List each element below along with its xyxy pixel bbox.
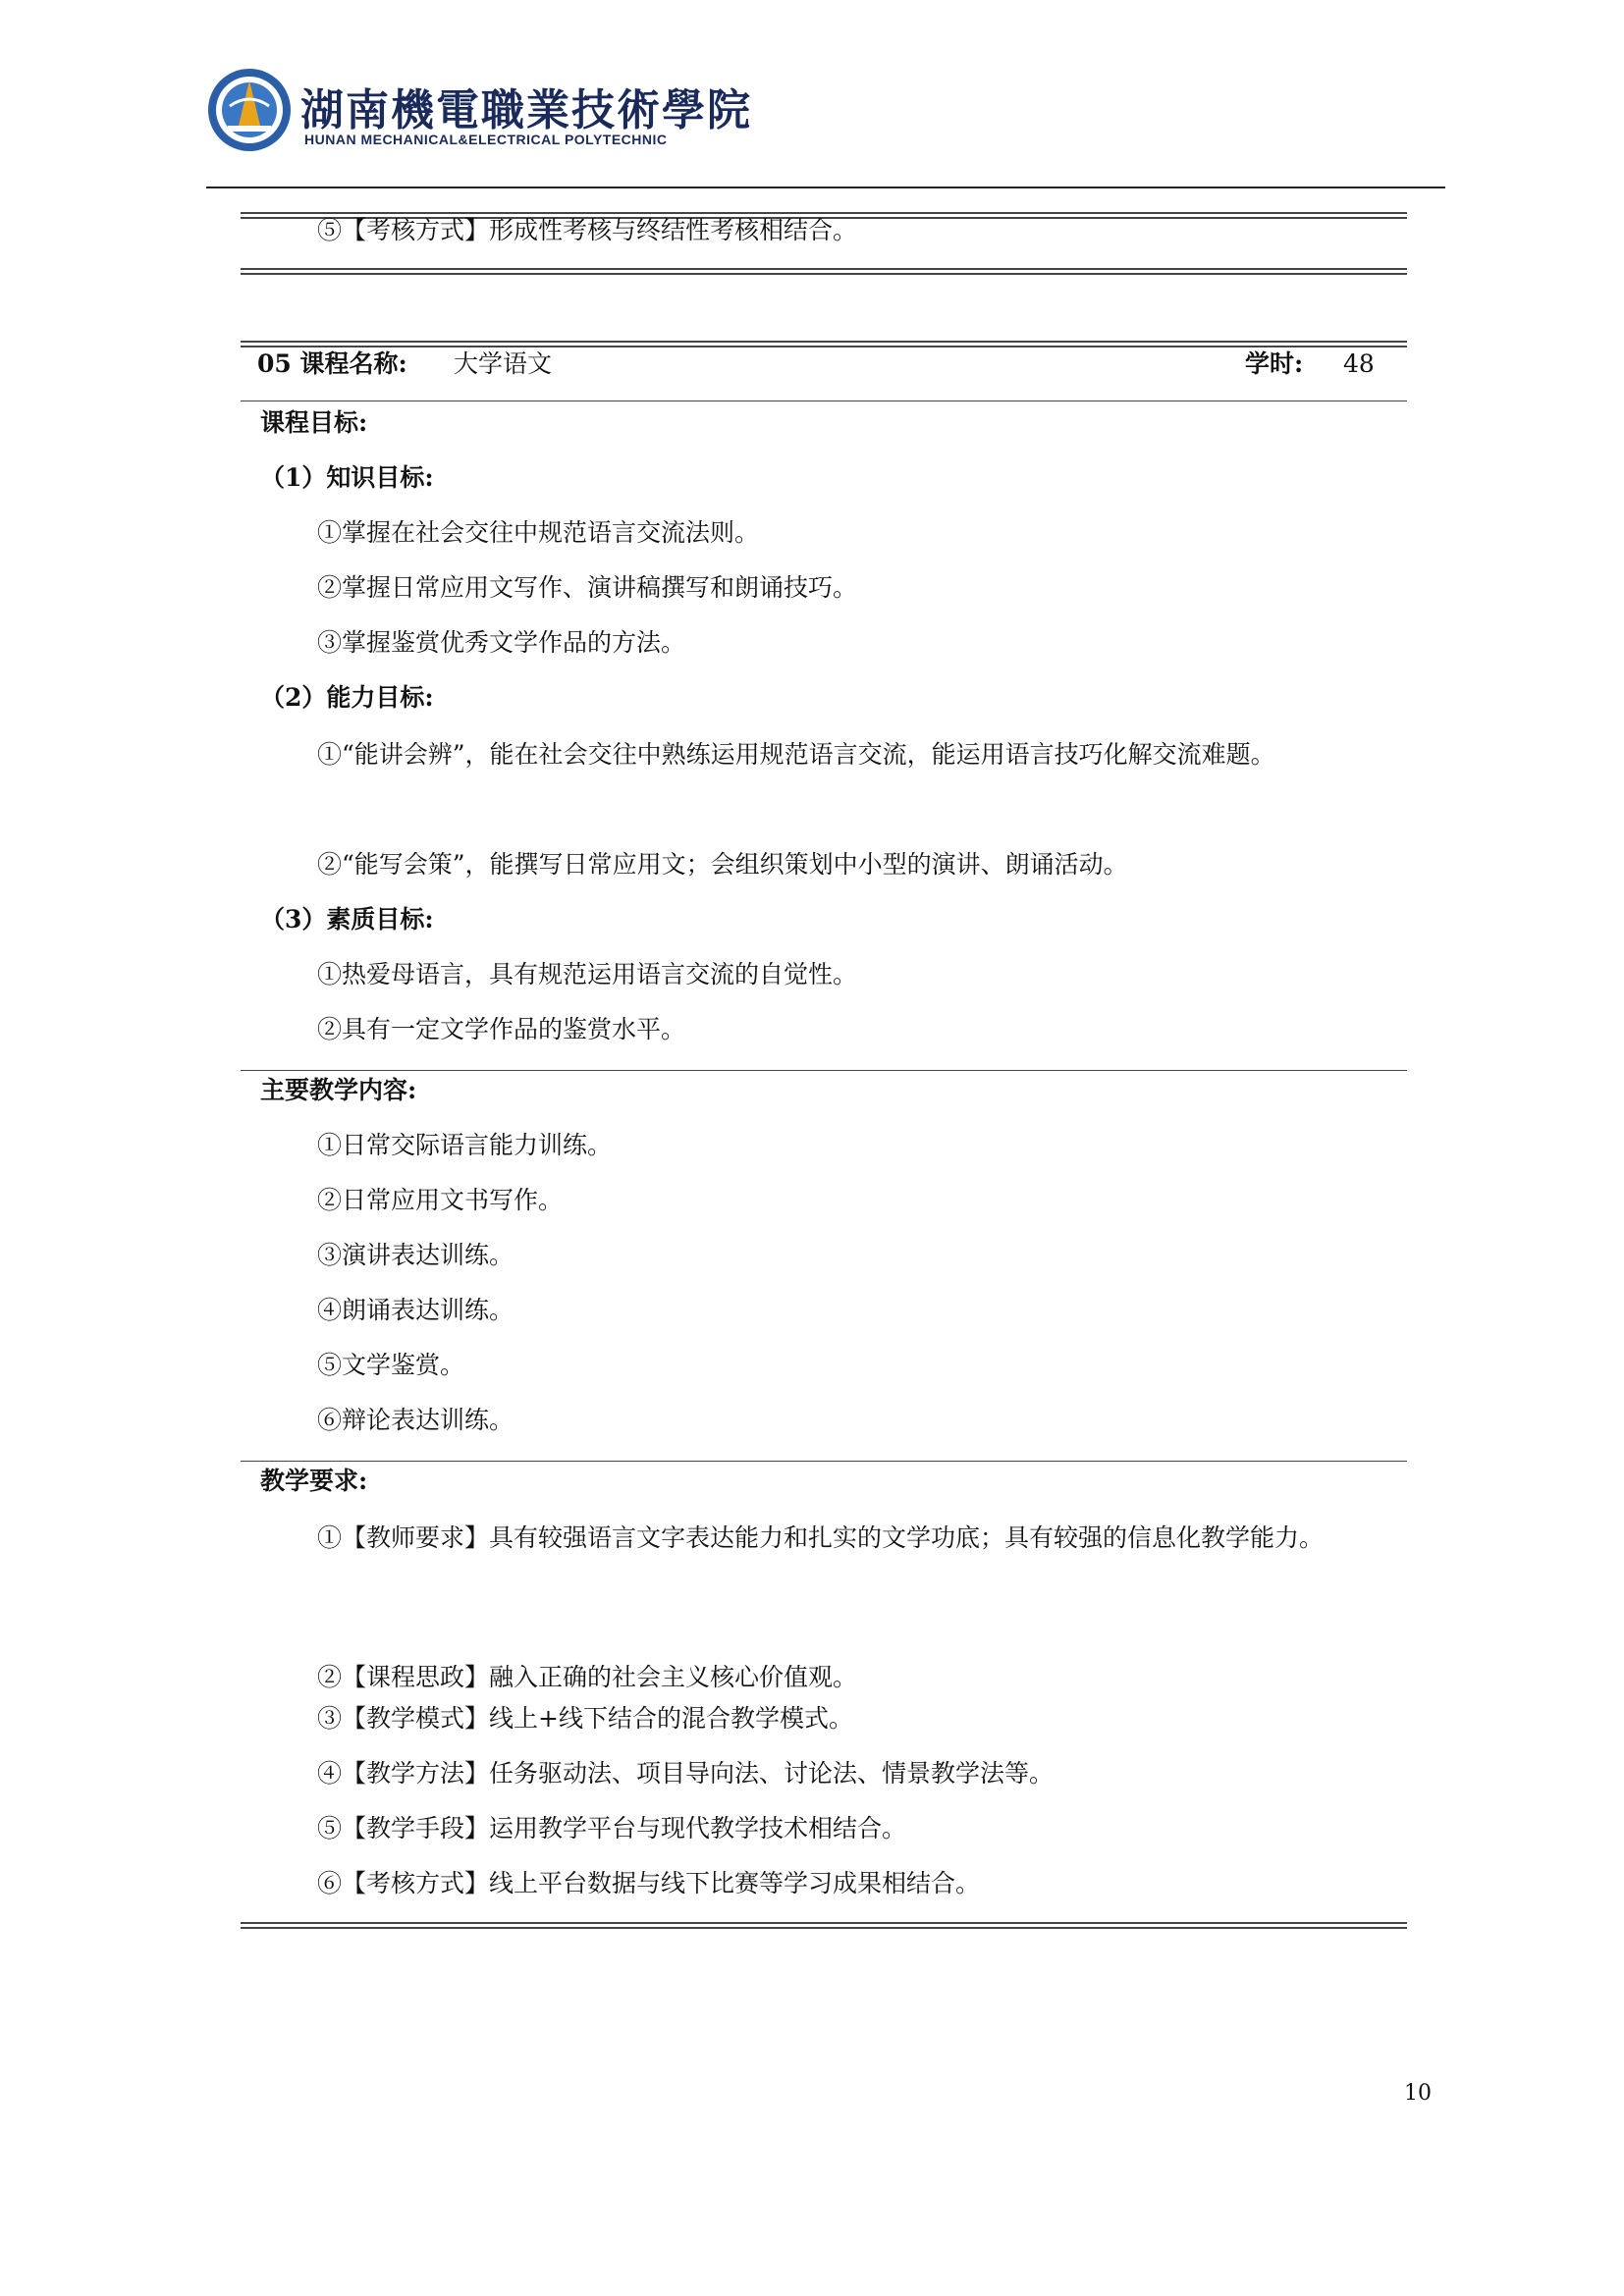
content-item: ⑥辩论表达训练。 <box>317 1406 514 1434</box>
quality-item: ①热爱母语言，具有规范运用语言交流的自觉性。 <box>317 960 858 988</box>
school-logo-emblem <box>206 67 293 153</box>
school-name-en: HUNAN MECHANICAL&ELECTRICAL POLYTECHNIC <box>304 132 668 147</box>
requirement-item: ⑤【教学手段】运用教学平台与现代教学技术相结合。 <box>317 1814 907 1842</box>
course-name: 大学语文 <box>454 349 553 378</box>
content-item: ①日常交际语言能力训练。 <box>317 1131 613 1159</box>
school-name-cn: 湖南機電職業技術學院 <box>300 85 752 135</box>
course-table-top-border <box>241 341 1407 343</box>
course-header-rule <box>241 400 1407 401</box>
quality-title: （3）素质目标: <box>260 905 434 934</box>
course-hours: 48 <box>1343 349 1375 378</box>
requirement-item: ④【教学方法】任务驱动法、项目导向法、讨论法、情景教学法等。 <box>317 1759 1055 1788</box>
content-title: 主要教学内容: <box>260 1076 417 1104</box>
content-rule <box>241 1070 1407 1071</box>
content-item: ⑤文学鉴赏。 <box>317 1351 465 1379</box>
requirement-item: ②【课程思政】融入正确的社会主义核心价值观。 <box>317 1663 858 1691</box>
prev-assessment: ⑤【考核方式】形成性考核与终结性考核相结合。 <box>317 216 858 244</box>
page-number: 10 <box>1404 2081 1432 2106</box>
knowledge-item: ①掌握在社会交往中规范语言交流法则。 <box>317 518 760 547</box>
objectives-title: 课程目标: <box>260 408 368 437</box>
course-number-label: 05 课程名称: <box>257 349 407 378</box>
course-table-bottom-border <box>241 1922 1407 1924</box>
header-rule <box>206 187 1445 188</box>
requirement-item: ⑥【考核方式】线上平台数据与线下比赛等学习成果相结合。 <box>317 1869 981 1897</box>
requirements-rule <box>241 1461 1407 1462</box>
ability-title: （2）能力目标: <box>260 683 434 712</box>
table-bottom-border <box>241 268 1407 270</box>
content-item: ④朗诵表达训练。 <box>317 1296 514 1324</box>
quality-item: ②具有一定文学作品的鉴赏水平。 <box>317 1015 686 1043</box>
ability-item: ②“能写会策”，能撰写日常应用文；会组织策划中小型的演讲、朗诵活动。 <box>317 850 1128 879</box>
requirement-item: ③【教学模式】线上+线下结合的混合教学模式。 <box>317 1704 853 1733</box>
knowledge-title: （1）知识目标: <box>260 463 434 492</box>
requirements-title: 教学要求: <box>260 1467 368 1495</box>
requirement-item: ①【教师要求】具有较强语言文字表达能力和扎实的文学功底；具有较强的信息化教学能力。 <box>317 1523 1325 1552</box>
course-hours-label: 学时: <box>1245 349 1304 378</box>
knowledge-item: ②掌握日常应用文写作、演讲稿撰写和朗诵技巧。 <box>317 573 858 602</box>
ability-item: ①“能讲会辨”，能在社会交往中熟练运用规范语言交流，能运用语言技巧化解交流难题。 <box>317 740 1275 769</box>
knowledge-item: ③掌握鉴赏优秀文学作品的方法。 <box>317 628 686 657</box>
content-item: ③演讲表达训练。 <box>317 1241 514 1269</box>
content-item: ②日常应用文书写作。 <box>317 1186 564 1214</box>
